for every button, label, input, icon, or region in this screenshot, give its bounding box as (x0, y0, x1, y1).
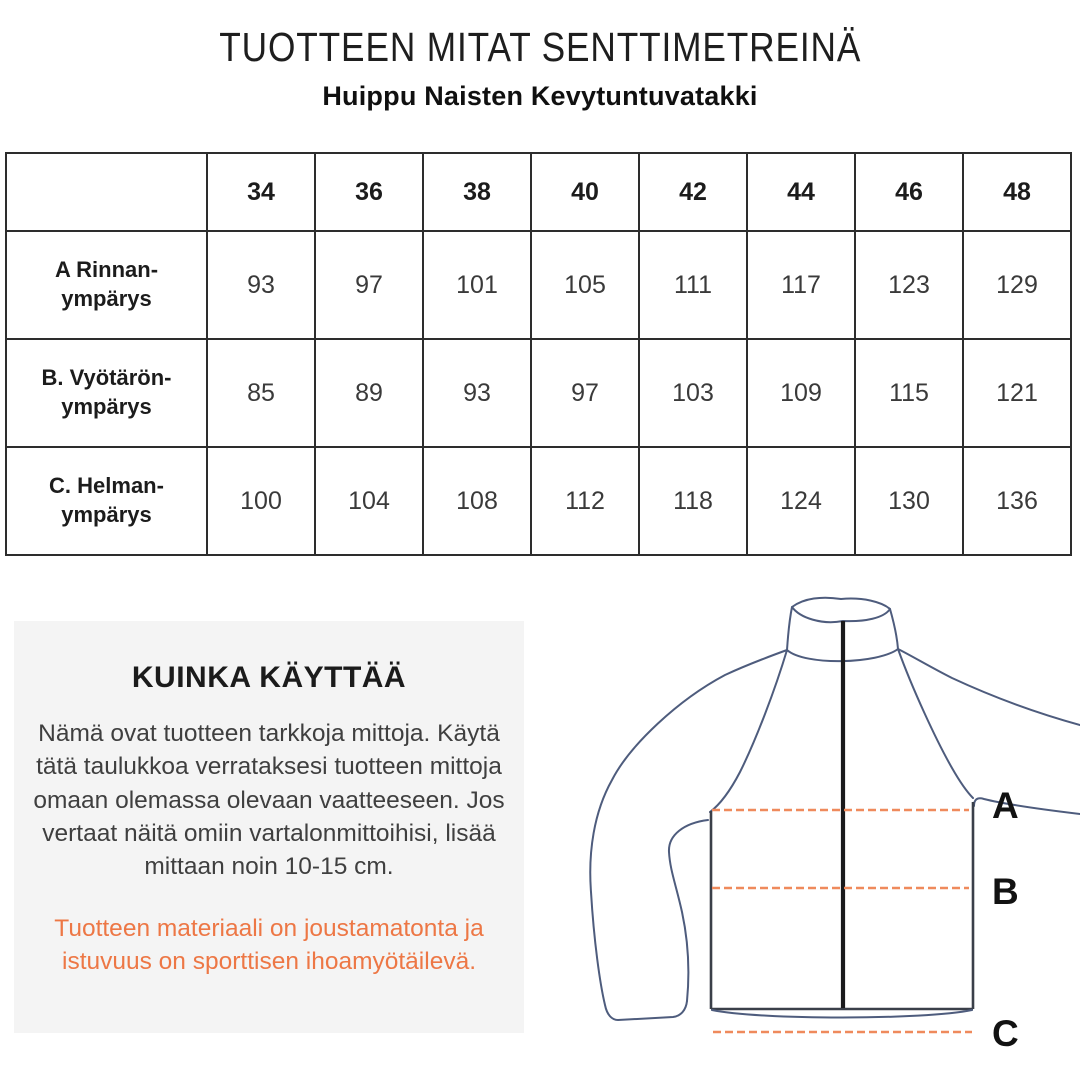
row-label-line2: ympärys (61, 394, 152, 419)
how-to-use-heading: KUINKA KÄYTTÄÄ (131, 661, 407, 694)
row-label-cell (6, 231, 207, 339)
diagram-label-b: B (992, 871, 1019, 912)
page-title: TUOTTEEN MITAT SENTTIMETREINÄ (219, 24, 861, 70)
size-header-cell: 36 (315, 153, 423, 231)
header (0, 0, 1080, 112)
row-label-cell (6, 339, 207, 447)
measurement-cell: 104 (315, 447, 423, 555)
left-sleeve-inner (669, 820, 708, 1001)
measurement-cell: 118 (639, 447, 747, 555)
jacket-sketch (560, 590, 1080, 1080)
size-header-cell: 46 (855, 153, 963, 231)
jacket-diagram (560, 590, 1080, 1080)
measurement-cell: 112 (531, 447, 639, 555)
size-header-cell: 34 (207, 153, 315, 231)
how-to-use-box (14, 621, 524, 1033)
row-label-line1: B. Vyötärön- (41, 365, 172, 391)
diagram-label-a: A (992, 785, 1019, 826)
row-label-line1: C. Helman- (49, 473, 164, 499)
size-header-cell: 40 (531, 153, 639, 231)
diagram-label-c: C (992, 1013, 1019, 1054)
measurement-cell: 130 (855, 447, 963, 555)
table-row (6, 447, 1071, 555)
size-header-cell: 42 (639, 153, 747, 231)
measurement-cell: 117 (747, 231, 855, 339)
measurement-cell: 85 (207, 339, 315, 447)
measurement-cell: 89 (315, 339, 423, 447)
size-header-cell: 38 (423, 153, 531, 231)
measurement-cell: 115 (855, 339, 963, 447)
right-armhole-seam (898, 649, 973, 798)
material-note: Tuotteen materiaali on joustamatonta ja istuvuus on sporttisen ihoamyötäilevä. (54, 914, 484, 975)
size-header-cell: 44 (747, 153, 855, 231)
measurement-cell: 123 (855, 231, 963, 339)
corner-cell (6, 153, 207, 231)
collar-opening (792, 598, 890, 622)
row-label-line2: ympärys (61, 502, 152, 527)
how-to-use-body: Nämä ovat tuotteen tarkkoja mittoja. Käytä tätä taulukkoa verrataksesi tuotteen mittoja omaan olemassa olevaan vaatteeseen. Jos vertaat näitä omiin vartalonmittoihisi, lisää mittaan noin 10-15 cm. (33, 720, 505, 881)
measurement-cell: 121 (963, 339, 1071, 447)
size-header-row (6, 153, 1071, 231)
measurement-cell: 103 (639, 339, 747, 447)
collar-right-side (890, 609, 898, 649)
measurement-cell: 108 (423, 447, 531, 555)
measurement-cell: 100 (207, 447, 315, 555)
size-header-cell: 48 (963, 153, 1071, 231)
row-label-line2: ympärys (61, 286, 152, 311)
measurement-cell: 97 (531, 339, 639, 447)
table-row (6, 339, 1071, 447)
left-armhole-seam (710, 650, 787, 812)
measurement-cell: 129 (963, 231, 1071, 339)
measurement-cell: 111 (639, 231, 747, 339)
measurement-cell: 93 (207, 231, 315, 339)
hem-curve (712, 1010, 972, 1018)
measurement-cell: 124 (747, 447, 855, 555)
measurement-cell: 93 (423, 339, 531, 447)
measurement-cell: 105 (531, 231, 639, 339)
measurement-cell: 97 (315, 231, 423, 339)
right-sleeve-bottom (974, 798, 1080, 814)
measurement-cell: 101 (423, 231, 531, 339)
row-label-line1: A Rinnan- (54, 257, 159, 283)
collar-left-side (787, 607, 792, 650)
size-table (5, 152, 1072, 556)
measurement-cell: 136 (963, 447, 1071, 555)
table-row (6, 231, 1071, 339)
row-label-cell (6, 447, 207, 555)
measurement-cell: 109 (747, 339, 855, 447)
product-name: Huippu Naisten Kevytuntuvatakki (322, 81, 758, 111)
